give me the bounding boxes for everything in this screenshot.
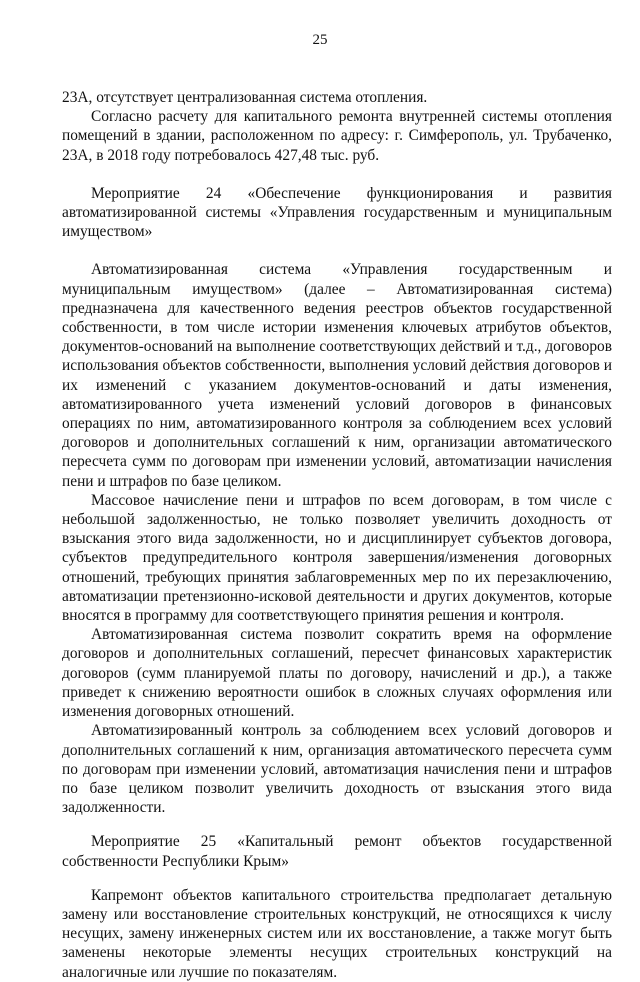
- heading-measure-25: Мероприятие 25 «Капитальный ремонт объектов государственной собственности Республики Крым»: [62, 833, 612, 870]
- page-body: [62, 88, 612, 982]
- paragraph-automated-system: Автоматизированная система «Управления государственным и муниципальным имуществом» (далее – Автоматизированная система) предназначена для качественного ведения реестров объектов государственной собственности, в том числе истории изменения ключевых атрибутов объектов, документов-оснований на выполнение соответствующих действий и т.д., договоров использования объектов собственности, выполнения условий действия договоров и их изменений с указанием документов-оснований и даты изменения, автоматизированного учета изменений условий договоров в финансовых операциях по ним, автоматизированного контроля за соблюдением всех условий договоров и дополнительных соглашений к ним, организации автоматического пересчета сумм по договорам при изменении условий, автоматизации начисления пени и штрафов по базе целиком.: [62, 261, 612, 490]
- paragraph-continuation: 23А, отсутствует централизованная система отопления.: [62, 89, 428, 106]
- paragraph-capital-repair: Капремонт объектов капитального строительства предполагает детальную замену или восстановление строительных конструкций, не относящихся к числу несущих, замену инженерных систем или их восстановление, а также могут быть заменены некоторые элементы несущих строительных конструкций на аналогичные или лучшие по показателям.: [62, 886, 612, 981]
- paragraph-penalty-accrual: Массовое начисление пени и штрафов по всем договорам, в том числе с небольшой задолженностью, не только позволяет увеличить доходность от взыскания этого вида задолженности, но и дисциплинирует субъектов договора, субъектов предупредительного контроля завершения/изменения договорных отношений, требующих принятия заблаговременных мер по их перезаключению, автоматизации претензионно-исковой деятельности и других документов, которые вносятся в программу для соответствующего принятия решения и контроля.: [62, 491, 612, 625]
- paragraph-heating-cost: Согласно расчету для капитального ремонта внутренней системы отопления помещений в здании, расположенном по адресу: г. Симферополь, ул. Трубаченко, 23А, в 2018 году потребовалось 427,48 тыс. руб.: [62, 108, 612, 164]
- paragraph-system-benefits: Автоматизированная система позволит сократить время на оформление договоров и дополнительных соглашений, пересчет финансовых характеристик договоров (сумм планируемой платы по договору, начислений и др.), а также приведет к снижению вероятности ошибок в сложных случаях оформления или изменения договорных отношений.: [62, 626, 612, 721]
- paragraph-automated-control: Автоматизированный контроль за соблюдением всех условий договоров и дополнительных соглашений к ним, организация автоматического пересчета сумм по договорам при изменении условий, автоматизация начисления пени и штрафов по базе целиком позволит увеличить доходность от взыскания этого вида задолженности.: [62, 722, 612, 817]
- heading-measure-24: Мероприятие 24 «Обеспечение функционирования и развития автоматизированной системы «Управления государственным и муниципальным имуществом»: [62, 184, 612, 241]
- page-number: 25: [312, 32, 328, 48]
